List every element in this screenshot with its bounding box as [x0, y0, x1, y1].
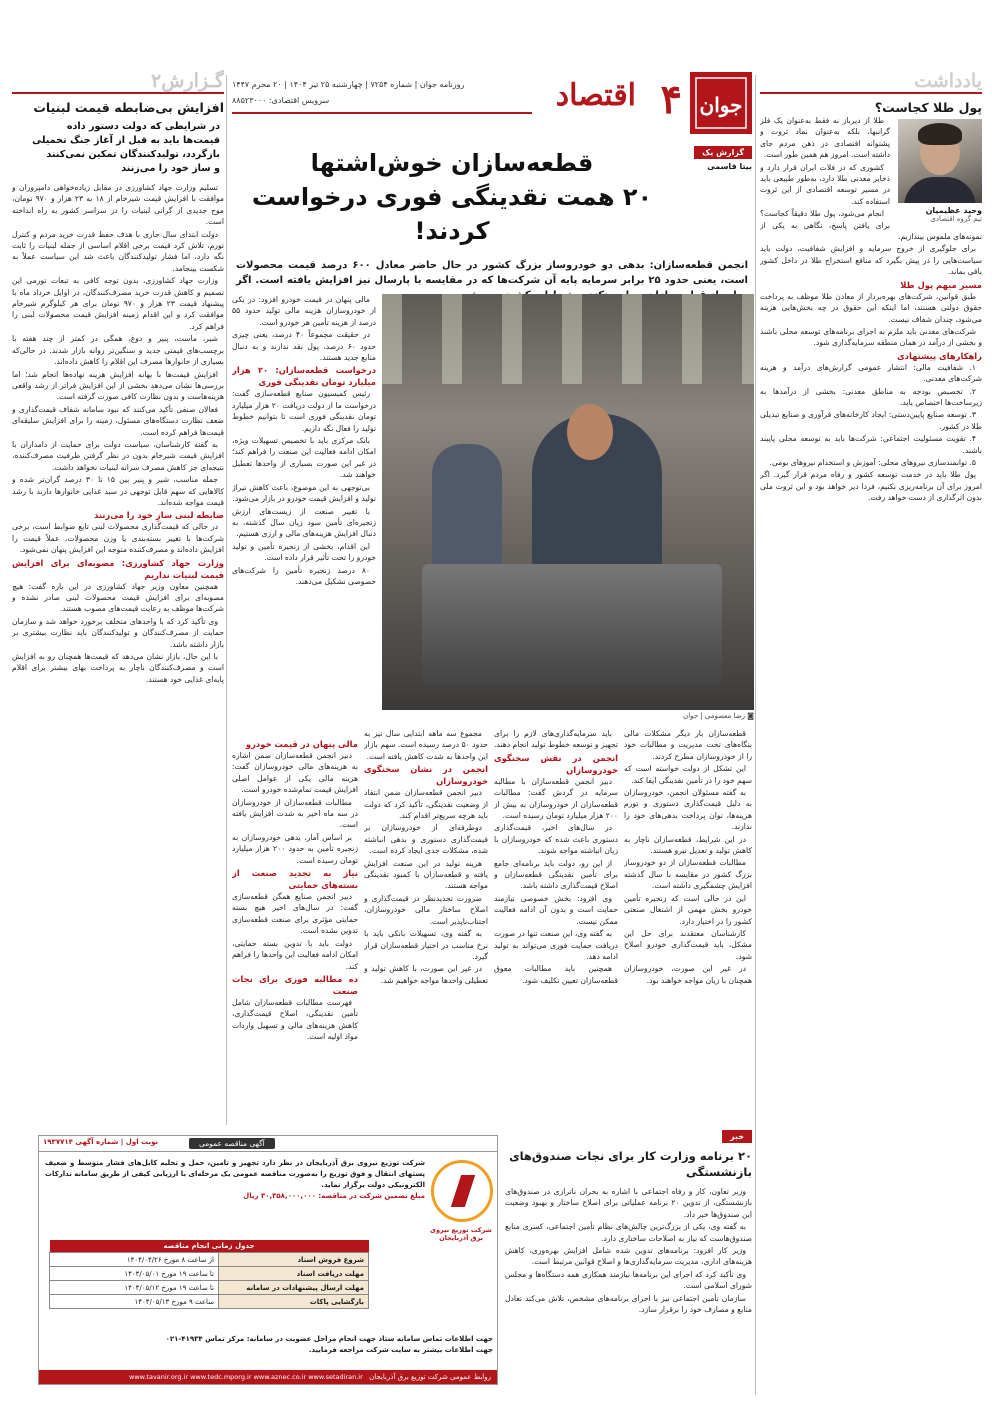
report-column [12, 70, 224, 1120]
report-paragraph: جمله مناسب، شیر و پنیر بین ۱۵ تا ۳۰ درصد گران‌تر شده و کالاهایی که سهم قابل توجهی در سبد غذایی خانوارها دارند با رشد قیمت مواجه شده‌اند. [12, 475, 224, 507]
report-paragraph: وی تأکید کرد که با واحدهای متخلف برخورد خواهد شد و سازمان حمایت از مصرف‌کنندگان و تولیدکنندگان باید نظارت بیشتری بر بازار داشته باشد. [12, 616, 224, 649]
table-row [50, 1295, 369, 1309]
note-paragraph: ۲. تخصیص بودجه به مناطق معدنی: بخشی از درآمدها به زیرساخت‌ها اختصاص یابد. [760, 386, 982, 407]
ad-table-header: جدول زمانی انجام مناقصه [50, 1240, 369, 1253]
story-subhead: ده مطالبه فوری برای نجات صنعت [232, 973, 358, 996]
story-paragraph: با تغییر صنعت از زیست‌های ارزش زنجیره‌ای تأمین سود زیان سال گذشته، به دنبال افزایش هزینه‌های مالی و ارزی هستیم. [232, 506, 376, 539]
story-paragraph: از این رو، دولت باید برنامه‌ای جامع برای تأمین نقدینگی قطعه‌سازان و اصلاح قیمت‌گذاری داشته باشد. [494, 858, 618, 891]
report-paragraph: وزارت جهاد کشاورزی، بدون توجه کافی به تبعات تورمی این تصمیم و کاهش قدرت خرید مصرف‌کنندگان، در اوایل خرداد ماه با پیشنهاد قیمت ۲۳ هزار و ۹۷۰ تومان برای هر کیلوگرم شیرخام موافقت کرد و این اقدام زمینه افزایش قیمت محصولات لبنی را فراهم کرد. [12, 276, 224, 331]
story-paragraph: در این شرایط، قطعه‌سازان ناچار به کاهش تولید و تعدیل نیرو هستند. [624, 834, 752, 856]
story-paragraph: مالی پنهان در قیمت خودرو افزود: در یکی از خودروسازان هزینه مالی تولید حدود ۵۵ درصد از هزینه تأمین هر خودرو است. [232, 295, 376, 327]
note-paragraph: برای جلوگیری از خروج سرمایه و افزایش شفافیت، دولت باید سیاست‌هایی را در پیش بگیرد که منافع استخراج طلا در داخل کشور باقی بماند. [760, 244, 982, 277]
story-paragraph: قطعه‌سازان بار دیگر مشکلات مالی بنگاه‌های تحت مدیریت و مطالبات خود را از خودروسازان مطرح کردند. [624, 729, 752, 761]
story-paragraph: این اقدام، بخشی از زنجیره تأمین و تولید خودرو را تحت تأثیر قرار داده است. [232, 541, 376, 563]
report-lead-line: قیمت‌ها باید به قبل از آغاز جنگ تحمیلی [32, 135, 220, 146]
main-story [232, 140, 752, 1120]
ad-footer [39, 1370, 497, 1384]
note-column [760, 70, 982, 1390]
jobs-paragraph: وزیر تعاون، کار و رفاه اجتماعی با اشاره به بحران ناترازی در صندوق‌های بازنشستگی، از تدوین ۲۰ برنامه عملیاتی برای اصلاح ساختار و بهبود وضعیت این صندوق‌ها خبر داد. [505, 1187, 752, 1219]
column-divider [226, 75, 227, 1125]
table-cell-value: تا ساعت ۱۹ مورخ ۱۴۰۴/۰۵/۱۲ [50, 1281, 219, 1295]
story-paragraph: کارشناسان معتقدند برای حل این مشکل، باید قیمت‌گذاری خودرو اصلاح شود. [624, 928, 752, 961]
story-title-line: ۲۰ همت نقدینگی فوری درخواست کردند! [251, 183, 653, 245]
story-paragraph: ۸۰ درصد زنجیره تأمین را شرکت‌های خصوصی تشکیل می‌دهند. [232, 565, 376, 586]
jobs-tag: خبر [722, 1130, 752, 1143]
story-paragraph: ضرورت تجدیدنظر در قیمت‌گذاری و اصلاح ساختار مالی خودروسازان، اجتناب‌ناپذیر است. [364, 893, 488, 926]
photo-credit [382, 712, 754, 720]
report-title[interactable]: افزایش بی‌ضابطه قیمت لبنیات [33, 100, 224, 115]
story-paragraph: دولت باید با تدوین بسته حمایتی، امکان ادامه فعالیت این واحدها را فراهم کند. [232, 938, 358, 971]
note-paragraph: ۴. تقویت مسئولیت اجتماعی: شرکت‌ها باید به توسعه محلی پایبند باشند. [760, 434, 982, 455]
masthead-rule [232, 112, 532, 114]
jobs-paragraph: به گفته وی، یکی از بزرگ‌ترین چالش‌های نظام تأمین اجتماعی، کسری منابع صندوق‌هاست که نیاز به اصلاحات ساختاری دارد. [505, 1222, 752, 1243]
story-lead: انجمن قطعه‌سازان: بدهی دو خودروساز بزرگ کشور در حال حاضر معادل ۶۰۰ درصد قیمت محصولات است، یعنی حدود ۲۵ برابر سرمایه پایه آن شرکت‌ها که در مقایسه با پارسال نیز افزایش یافته است. اگر [236, 260, 748, 286]
jobs-title[interactable]: ۲۰ برنامه وزارت کار برای نجات صندوق‌های بازنشستگی [509, 1149, 752, 1179]
note-section-banner [760, 70, 982, 94]
story-paragraph: در غیر این صورت، خودروسازان همچنان با زیان مواجه خواهند بود. [624, 964, 752, 985]
table-cell-label: مهلت دریافت اسناد [219, 1267, 369, 1281]
report-paragraph: به گفته کارشناسان، سیاست دولت برای حمایت از دامداران با افزایش قیمت شیرخام بدون در نظر گرفتن ظرفیت مصرف‌کننده، نتیجه‌ای جز کاهش مصرف سرانه لبنیات نخواهد داشت. [12, 439, 224, 472]
report-lead-line: در شرایطی که دولت دستور داده [66, 121, 220, 132]
table-cell-label: مهلت ارسال پیشنهادات در سامانه [219, 1281, 369, 1295]
report-paragraph: تسلیم وزارت جهاد کشاورزی در مقابل زیاده‌خواهی دامپروران و موافقت با افزایش قیمت شیرخام از ۱۸ به ۲۳ هزار و ۹۷۰ تومان، موج جدیدی از گرانی لبنیات را در سراسر کشور به راه انداخته است. [12, 183, 224, 227]
story-paragraph: فهرست مطالبات قطعه‌سازان شامل تأمین نقدینگی، اصلاح قیمت‌گذاری، کاهش هزینه‌های مالی و تسهیل واردات مواد اولیه است. [232, 997, 358, 1042]
story-paragraph: به گفته مسئولان انجمن، خودروسازان به دلیل قیمت‌گذاری دستوری و تورم هزینه‌ها، توان پرداخت بدهی‌های خود را ندارند. [624, 788, 752, 832]
author-role: تیم گروه اقتصادی [930, 215, 982, 223]
report-lead-line: و ساز خود را می‌زنند [121, 163, 220, 174]
story-paragraph: به گفته وی، این صنعت تنها در صورت دریافت حمایت فوری می‌تواند به تولید ادامه دهد. [494, 929, 618, 961]
report-paragraph: فعالان صنفی تأکید می‌کنند که نبود سامانه شفاف قیمت‌گذاری و ضعف نظارت دستگاه‌های مسئول، زمینه را برای افزایش سلیقه‌ای قیمت‌ها فراهم کرده است. [12, 404, 224, 437]
ad-body-text: شرکت توزیع نیروی برق آذربایجان در نظر دارد تجهیز و تامین، حمل و تخلیه کابل‌های فشار متوسط و ضعیف پستهای انتقال و فوق توزیع را به‌صورت مناقصه عمومی یک مرحله‌ای با ارزیابی کیفی از طریق سامانه تدارکات الکترونیکی دولت برگزار نماید. [45, 1159, 425, 1189]
note-title[interactable]: پول طلا کجاست؟ [874, 100, 982, 115]
ad-footer-text: روابط عمومی شرکت توزیع برق آذربایجان [369, 1373, 491, 1381]
story-paragraph: مجموع سه ماهه ابتدایی سال نیز به حدود ۵۰ درصد رسیده است. سهم بازار این واحدها به شدت کاهش یافته است. [364, 729, 488, 761]
note-paragraph: ۳. توسعه صنایع پایین‌دستی: ایجاد کارخانه‌های فرآوری و صنایع تبدیلی طلا در کشور. [760, 410, 982, 431]
report-paragraph: همچنین معاون وزیر جهاد کشاورزی در این باره گفت: هیچ مصوبه‌ای برای افزایش قیمت محصولات لبنی صادر نشده و شرکت‌ها موظف به رعایت قیمت‌های مصوب هستند. [12, 581, 224, 614]
report-paragraph: دولت ابتدای سال جاری با هدف حفظ قدرت خرید مردم و کنترل تورم، تلاش کرد قیمت برخی اقلام اساسی از جمله لبنیات را ثابت نگه دارد، اما فشار تولیدکنندگان باعث شد این سیاست عملاً به شکست بینجامد. [12, 229, 224, 273]
report-lead [12, 120, 224, 176]
table-cell-value: تا ساعت ۱۹ مورخ ۱۴۰۴/۰۵/۰۱ [50, 1267, 219, 1281]
story-title[interactable] [232, 146, 672, 248]
story-column-c [494, 728, 618, 1108]
note-paragraph: کشوری که در فلات ایران قرار دارد و ذخایر معدنی طلا دارد، به‌طور طبیعی باید در مسیر توسعه اقتصادی از این ثروت استفاده کند. [760, 162, 890, 206]
story-paragraph: وی افزود: بخش خصوصی نیازمند حمایت است و بدون آن ادامه فعالیت ممکن نیست. [494, 893, 618, 926]
story-paragraph: باید سرمایه‌گذاری‌های لازم را برای تجهیز و توسعه خطوط تولید انجام دهند. [494, 729, 618, 750]
column-divider [755, 75, 756, 1395]
economic-service-line: سرویس اقتصادی: ۸۸۵۲۳۰۰۰ [232, 96, 330, 105]
report-section-banner [12, 70, 224, 94]
story-paragraph: دوطرفه‌ای از خودروسازان بر قیمت‌گذاری دستوری و بدهی انباشته شده، مشکلات جدی ایجاد کرده است. [364, 823, 488, 856]
note-paragraph: طبق قوانین، شرکت‌های بهره‌بردار از معادن طلا موظف به پرداخت حقوق دولتی هستند، اما اینکه این حقوق در چه بخش‌هایی هزینه می‌شود، چندان شفاف نیست. [760, 291, 982, 324]
ad-heading: آگهی مناقصه عمومی [189, 1138, 275, 1149]
report-section-label: گـزارش۲ [151, 70, 224, 92]
report-paragraph: با این حال، بازار نشان می‌دهد که قیمت‌ها همچنان رو به افزایش است و مصرف‌کنندگان ناچار به پرداخت بهای بیشتر برای اقلام پایه‌ای غذایی خود هستند. [12, 652, 224, 684]
story-subhead: نیاز به تجدید صنعت از بسته‌های حمایتی [232, 868, 358, 891]
story-paragraph: همچنین باید مطالبات معوق قطعه‌سازان تعیین تکلیف شود. [494, 964, 618, 985]
story-paragraph: رئیس کمیسیون صنایع قطعه‌سازی گفت: درخواست ما از دولت دریافت ۲۰ هزار میلیارد تومان نقدینگی فوری است تا بتوانیم خطوط تولید را فعال نگه داریم. [232, 389, 376, 433]
photo-credit-text: رضا معصومی | جوان [683, 712, 745, 720]
ad-estimate: مبلغ تضمین شرکت در مناقصه: ۳۰,۳۵۸,۰۰۰,۰۰۰ ریال [243, 1192, 425, 1200]
report-paragraph: افزایش قیمت‌ها با بهانه افزایش هزینه نهاده‌ها انجام شد؛ اما بررسی‌ها نشان می‌دهد بخشی از این افزایش فراتر از رشد واقعی هزینه‌هاست و بدون نظارت کافی صورت گرفته است. [12, 369, 224, 402]
story-column-a [232, 294, 376, 734]
story-subhead: درخواست قطعه‌سازان: ۲۰ هزار میلیارد تومان نقدینگی فوری [232, 365, 376, 388]
author-name: وحید عظیمیان [925, 206, 982, 215]
table-row [50, 1253, 369, 1267]
story-paragraph: بر اساس آمار، بدهی خودروسازان به زنجیره تأمین به حدود ۲۰۰ هزار میلیارد تومان رسیده است. [232, 832, 358, 865]
story-subhead: مالی پنهان در قیمت خودرو [245, 739, 358, 749]
ad-body [45, 1158, 425, 1202]
table-cell-value: از ساعت ۸ مورخ ۱۴۰۴/۰۴/۲۶ [50, 1253, 219, 1267]
story-photo[interactable] [382, 294, 754, 710]
ad-company-name: شرکت توزیع نیروی برق آذربایجان [430, 1226, 492, 1242]
ad-issue: نوبت اول | شماره آگهی ۱۹۳۷۷۱۴ [43, 1138, 159, 1146]
report-subhead: ضابطه لبنی سازِ خود را می‌زنند [93, 510, 224, 521]
jobs-body [505, 1186, 752, 1386]
story-paragraph: بانک مرکزی باید با تخصیص تسهیلات ویژه، امکان ادامه فعالیت این صنعت را فراهم کند؛ در غیر این صورت بسیاری از واحدها تعطیل خواهند شد. [232, 436, 376, 480]
story-paragraph: هزینه تولید در این صنعت افزایش یافته و قطعه‌سازان با کمبود نقدینگی مواجه هستند. [364, 858, 488, 891]
report-lead-line: بازگردد، تولیدکنندگان تمکین نمی‌کنند [46, 149, 220, 160]
jobs-paragraph: سازمان تأمین اجتماعی نیز با اجرای برنامه‌های مشخص، تلاش می‌کند تعادل منابع و مصارف خود را برقرار سازد. [505, 1293, 752, 1315]
story-title-line: قطعه‌سازان خوش‌اشتها [310, 149, 594, 177]
table-cell-label: بازگشایی پاکات [219, 1295, 369, 1309]
masthead [232, 72, 752, 134]
ad-contact [45, 1334, 493, 1356]
story-paragraph: این در حالی است که زنجیره تأمین خودرو بخش مهمی از اشتغال صنعتی کشور را در اختیار دارد. [624, 893, 752, 926]
report-body [12, 182, 224, 685]
note-paragraph: انجام می‌شود، پول طلا دقیقاً کجاست؟ برای یافتن پاسخ، نگاهی به یکی از نمونه‌های ملموس بیندازیم. [760, 209, 982, 242]
camera-icon: ◙ [744, 712, 754, 720]
ad-contact-line: جهت اطلاعات بیشتر به سایت شرکت مراجعه فرمایید. [308, 1346, 493, 1354]
story-column-d [624, 728, 752, 1108]
table-row [50, 1281, 369, 1295]
note-subhead: مسیر مبهم پول طلا [900, 279, 982, 290]
table-cell-label: شروع فروش اسناد [219, 1253, 369, 1267]
story-paragraph: دبیر انجمن صنایع همگن قطعه‌سازی گفت: در سال‌های اخیر هیچ بسته حمایتی مؤثری برای صنعت قطعه‌سازی تدوین نشده است. [232, 892, 358, 936]
story-paragraph: به گفته وی، تسهیلات بانکی باید با نرخ مناسب در اختیار قطعه‌سازان قرار گیرد. [364, 929, 488, 961]
jobs-story [505, 1130, 752, 1400]
note-paragraph: ۵. توانمندسازی نیروهای محلی: آموزش و استخدام نیروهای بومی. [769, 457, 976, 467]
note-paragraph: طلا از دیرباز نه فقط به‌عنوان یک فلز گرانبها، بلکه به‌عنوان نماد ثروت و پشتوانه اقتصادی در ذهن مردم جای داشته است. امروز هم همین طور است. [760, 116, 890, 160]
story-column-b [364, 728, 488, 1108]
issue-line: روزنامه جوان | شماره ۷۲۵۴ | چهارشنبه ۲۵ تیر ۱۴۰۴ | ۲۰ محرم ۱۴۴۷ [232, 80, 465, 89]
ad-contact-line: جهت اطلاعات تماس سامانه ستاد جهت انجام مراحل عضویت در سامانه: مرکز تماس ۴۱۹۳۴-۰۲۱ [165, 1335, 493, 1343]
story-byline: بیتا قاسمی [707, 162, 752, 171]
tender-ad[interactable] [38, 1135, 498, 1385]
page-number: ۴ [660, 76, 682, 123]
table-row [50, 1267, 369, 1281]
electric-company-logo-icon [431, 1160, 493, 1222]
story-paragraph: در غیر این صورت، با کاهش تولید و تعطیلی واحدها مواجه خواهیم شد. [364, 964, 488, 985]
story-subhead: انجمن در نقش سخنگوی خودروسازان [494, 752, 618, 775]
issue-date: چهارشنبه ۲۵ تیر ۱۴۰۴ | ۲۰ محرم ۱۴۴۷ [232, 80, 363, 89]
table-cell-value: ساعت ۹ مورخ ۱۴۰۴/۰۵/۱۳ [50, 1295, 219, 1309]
story-paragraph: دبیر انجمن قطعه‌سازان ضمن انتقاد از وضعیت نقدینگی، تأکید کرد که دولت باید هرچه سریع‌تر اقدام کند. [364, 788, 488, 821]
report-paragraph: شیر، ماست، پنیر و دوغ، همگی در کمتر از چند هفته با برچسب‌های قیمتی جدید و سنگین‌تر روانه بازار شدند. در حالی‌که بسیاری از خانوارها مصرف این اقلام را کاهش داده‌اند. [12, 334, 224, 367]
note-section-label: یادداشت [914, 70, 982, 92]
story-paragraph: این تشکل از دولت خواسته است که سهم خود را در تأمین نقدینگی ایفا کند. [624, 764, 752, 785]
report-subhead: وزارت جهاد کشاورزی: مصوبه‌ای برای افزایش قیمت لبنیات نداریم [12, 557, 224, 580]
ad-schedule-table [49, 1240, 369, 1309]
jobs-paragraph: وی تأکید کرد که اجرای این برنامه‌ها نیازمند همکاری همه دستگاه‌ها و مجلس شورای اسلامی است. [505, 1269, 752, 1291]
story-paragraph: دبیر انجمن قطعه‌سازان ضمن اشاره به هزینه‌های مالی خودروسازان گفت: هزینه مالی یکی از عوامل اصلی افزایش قیمت تمام‌شده خودرو است. [232, 751, 358, 795]
story-column-e [232, 738, 358, 1108]
newspaper-logo[interactable] [690, 72, 752, 134]
ad-footer-urls[interactable]: www.tavanir.org.ir www.tedc.mporg.ir www.aznec.co.ir www.setadiran.ir [129, 1373, 363, 1381]
story-paragraph: بی‌توجهی به این موضوع، باعث کاهش تیراژ تولید و افزایش قیمت خودرو در بازار می‌شود. [232, 482, 376, 504]
logo-icon [690, 72, 752, 134]
note-paragraph: شرکت‌های معدنی باید ملزم به اجرای برنامه‌های توسعه محلی باشند و بخشی از درآمد در همان منطقه سرمایه‌گذاری شود. [760, 326, 982, 348]
author-card [898, 119, 982, 223]
note-paragraph: ۱. شفافیت مالی: انتشار عمومی گزارش‌های درآمد و هزینه شرکت‌های معدنی. [760, 362, 982, 384]
svg-text:جوان: جوان [699, 93, 743, 117]
ad-header [39, 1136, 497, 1152]
story-paragraph: دبیر انجمن قطعه‌سازان با مطالبه سرمایه در گردش گفت: مطالبات قطعه‌سازان از خودروسازان به بیش از ۲۰۰ هزار میلیارد تومان رسیده است. [494, 776, 618, 821]
issue-number: روزنامه جوان | شماره ۷۲۵۴ [370, 80, 465, 89]
story-kicker: گزارش یک [694, 146, 752, 159]
story-paragraph: مطالبات قطعه‌سازان از خودروسازان در سه ماه اخیر به شدت افزایش یافته است. [232, 797, 358, 830]
story-subhead: انجمن در نشان سخنگوی خودروسازان [364, 764, 488, 787]
jobs-paragraph: وزیر کار افزود: برنامه‌های تدوین شده شامل افزایش بهره‌وری، کاهش هزینه‌های اداری، مدیریت سرمایه‌گذاری‌ها و اصلاح قوانین مرتبط است. [505, 1246, 752, 1267]
note-subhead: راهکارهای پیشنهادی [896, 350, 982, 361]
note-paragraph: پول طلا باید در خدمت توسعه کشور و رفاه مردم قرار گیرد. اگر امروز برای آن برنامه‌ریزی نکنیم، فردا دیر خواهد بود و این ثروت ملی بدون اثرگذاری از دست خواهد رفت. [760, 470, 982, 503]
story-paragraph: در سال‌های اخیر، قیمت‌گذاری دستوری باعث شده که خودروسازان با زیان انباشته مواجه شوند. [494, 823, 618, 856]
story-paragraph: مطالبات قطعه‌سازان از دو خودروساز بزرگ کشور در مقایسه با سال گذشته افزایش چشمگیری داشته است. [624, 858, 752, 891]
story-paragraph: در حقیقت مجموعاً ۴۰ درصد، یعنی چیزی حدود ۶۰ درصد، پول نقد ندارند و به دنبال منابع جدید هستند. [232, 330, 376, 363]
report-paragraph: در حالی که قیمت‌گذاری محصولات لبنی تابع ضوابط است، برخی شرکت‌ها با تغییر بسته‌بندی یا وزن محصولات، عملاً قیمت را افزایش داده‌اند و مصرف‌کننده متوجه این افزایش پنهان نمی‌شود. [12, 522, 224, 555]
section-title: اقتصاد [555, 78, 636, 113]
author-photo [898, 119, 982, 203]
